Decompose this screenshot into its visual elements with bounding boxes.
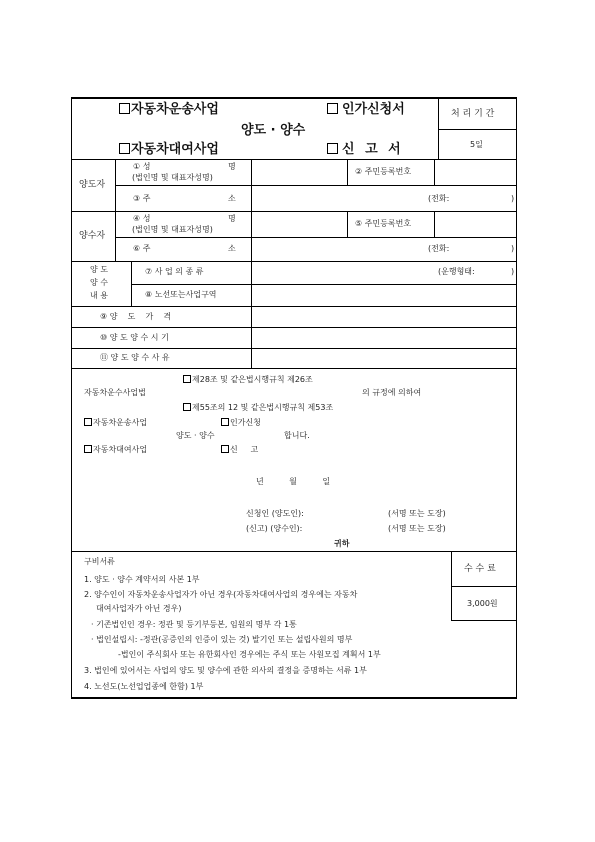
documents-title: 구비서류 <box>84 557 115 566</box>
checkbox-clause2[interactable] <box>183 403 191 411</box>
checkbox-report[interactable] <box>327 143 338 154</box>
transferee-id-label: ⑤ 주민등록번호 <box>355 219 412 228</box>
statement-clause2 <box>183 403 333 412</box>
rule <box>347 211 348 237</box>
transferee-name-label-end: 명 <box>228 214 236 223</box>
outer-bottom-border <box>71 697 517 699</box>
rule <box>131 284 517 285</box>
rule <box>71 327 517 328</box>
rule <box>434 159 435 185</box>
label-part: ① 성 <box>133 162 151 171</box>
processing-period-label: 처 리 기 간 <box>451 109 495 119</box>
content-section-label-1: 양 도 <box>90 265 108 274</box>
addressee: 귀하 <box>334 539 350 548</box>
transferor-address-field[interactable] <box>253 187 423 209</box>
rule <box>71 368 517 369</box>
statement-apply-approval <box>221 418 261 427</box>
statement-law-name: 자동차운수사업법 <box>84 388 146 397</box>
transferor-name-sub: (법인명 및 대표자성명) <box>132 173 213 182</box>
apply-text: 인가신청 <box>230 418 261 427</box>
checkbox-rental-statement[interactable] <box>84 445 92 453</box>
transferor-id-field[interactable] <box>436 161 515 183</box>
transferor-phone-close: ) <box>511 194 515 203</box>
operation-form-label: (운행형태: <box>438 267 475 276</box>
transferor-address-label-end: 소 <box>228 194 236 203</box>
statement-biz-transport <box>84 418 147 427</box>
transferee-address-label: ⑥ 주 <box>133 244 151 253</box>
transferor-name-field[interactable] <box>253 161 345 183</box>
checkbox-rental[interactable] <box>119 143 130 154</box>
transferor-section-label: 양도자 <box>79 180 106 190</box>
transferee-phone-label: (전화: <box>428 244 450 253</box>
transferee-id-field[interactable] <box>436 213 515 235</box>
transferor-name-label <box>133 163 150 171</box>
apply-text: 신 고 <box>230 445 259 454</box>
option-transport-business <box>119 103 219 116</box>
checkbox-report-statement[interactable] <box>221 445 229 453</box>
document-item: -법인이 주식회사 또는 유한회사인 경우에는 주식 또는 사원모집 계획서 1부 <box>118 650 381 659</box>
transfer-reason-label: ⑪ 양 도 양 수 사 유 <box>100 353 170 362</box>
document-item: · 기존법인인 경우: 정관 및 등기부등본, 임원의 명부 각 1통 <box>91 620 297 629</box>
transferor-address-label: ③ 주 <box>133 194 151 203</box>
biz-text: 자동차운송사업 <box>93 418 148 427</box>
transferee-address-label-end: 소 <box>228 244 236 253</box>
statement-apply-report <box>221 445 258 454</box>
document-item: 1. 양도 · 양수 계약서의 사본 1부 <box>84 575 200 584</box>
operation-form-close: ) <box>511 267 515 276</box>
statement-biz-rental <box>84 445 147 454</box>
rule <box>434 211 435 237</box>
option-label: 신 고 서 <box>342 142 404 157</box>
transfer-time-field[interactable] <box>253 329 515 347</box>
option-report <box>327 143 404 156</box>
clause-text: 제55조의 12 및 같은법시행규칙 제53조 <box>192 403 334 412</box>
transferor-phone-label: (전화: <box>428 194 450 203</box>
rule <box>115 211 116 261</box>
rule <box>451 586 517 587</box>
form-title: 양도 · 양수 <box>241 123 306 138</box>
header-bottom-line <box>71 159 517 160</box>
business-type-field[interactable] <box>253 263 433 282</box>
fee-label: 수 수 료 <box>464 564 496 574</box>
transferee-name-sub: (법인명 및 대표자성명) <box>132 225 213 234</box>
rule <box>115 237 517 238</box>
transfer-reason-field[interactable] <box>253 350 515 367</box>
document-item: 2. 양수인이 자동차운송사업자가 아닌 경우(자동차대여사업의 경우에는 자동차 <box>84 590 358 599</box>
applicant-transferee-seal: (서명 또는 도장) <box>388 524 446 533</box>
transfer-price-label: ⑨ 양 도 가 격 <box>100 312 172 321</box>
rule <box>71 261 517 262</box>
header-period-hline <box>438 129 516 130</box>
transfer-time-label: ⑩ 양 도 양 수 시 기 <box>100 333 169 342</box>
outer-right-border <box>516 97 517 699</box>
option-approval-application <box>327 103 405 116</box>
biz-text: 자동차대여사업 <box>93 445 148 454</box>
rule <box>451 620 517 621</box>
statement-clause1 <box>183 375 313 384</box>
checkbox-clause1[interactable] <box>183 375 191 383</box>
route-area-field[interactable] <box>253 286 515 305</box>
rule <box>115 185 517 186</box>
checkbox-transport[interactable] <box>119 103 130 114</box>
outer-left-border <box>71 97 72 699</box>
option-label: 자동차대여사업 <box>131 142 219 157</box>
option-label: 자동차운송사업 <box>131 102 219 117</box>
document-item: 3. 법인에 있어서는 사업의 양도 및 양수에 관한 의사의 결정을 증명하는 서류 1부 <box>84 666 367 675</box>
processing-period-value: 5일 <box>470 140 483 149</box>
transferee-name-label: ④ 성 <box>133 214 151 223</box>
transfer-price-field[interactable] <box>253 308 515 326</box>
applicant-transferee-label: (신고) (양수인): <box>246 524 303 533</box>
transferor-id-label: ② 주민등록번호 <box>355 167 412 176</box>
transferee-section-label: 양수자 <box>79 231 106 241</box>
fee-value: 3,000원 <box>467 599 498 608</box>
applicant-transferor-seal: (서명 또는 도장) <box>388 509 446 518</box>
transferee-address-field[interactable] <box>253 239 423 259</box>
business-type-label: ⑦ 사 업 의 종 류 <box>145 267 204 276</box>
outer-top-border <box>71 97 517 99</box>
rule <box>71 348 517 349</box>
document-item: · 법인설립시: -정관(공증인의 인증이 있는 것) 발기인 또는 설립사원의 명부 <box>91 635 353 644</box>
document-item: 4. 노선도(노선업업종에 한함) 1부 <box>84 682 204 691</box>
checkbox-approval[interactable] <box>327 103 338 114</box>
content-section-label-3: 내 용 <box>90 291 108 300</box>
rule <box>71 306 517 307</box>
transferee-name-field[interactable] <box>253 213 345 235</box>
route-area-label: ⑧ 노선또는사업구역 <box>145 290 217 299</box>
transferee-phone-close: ) <box>511 244 515 253</box>
header-vline <box>438 97 439 159</box>
option-label: 인가신청서 <box>342 102 405 117</box>
statement-law-suffix: 의 규정에 의하여 <box>362 388 422 397</box>
statement-transfer-center: 양도 · 양수 <box>176 431 215 440</box>
document-item: 대여사업자가 아닌 경우) <box>96 604 182 613</box>
clause-text: 제28조 및 같은법시행규칙 제26조 <box>192 375 313 384</box>
rule <box>251 306 252 368</box>
statement-date: 년 월 일 <box>256 477 331 486</box>
checkbox-approval-statement[interactable] <box>221 418 229 426</box>
rule <box>347 159 348 185</box>
checkbox-transport-statement[interactable] <box>84 418 92 426</box>
rule <box>71 211 517 212</box>
content-section-label-2: 양 수 <box>90 278 108 287</box>
rule <box>251 211 252 261</box>
statement-end: 합니다. <box>284 431 310 440</box>
transferor-name-label-end: 명 <box>228 162 236 171</box>
applicant-transferor-label: 신청인 (양도인): <box>246 509 304 518</box>
option-rental-business <box>119 143 219 156</box>
